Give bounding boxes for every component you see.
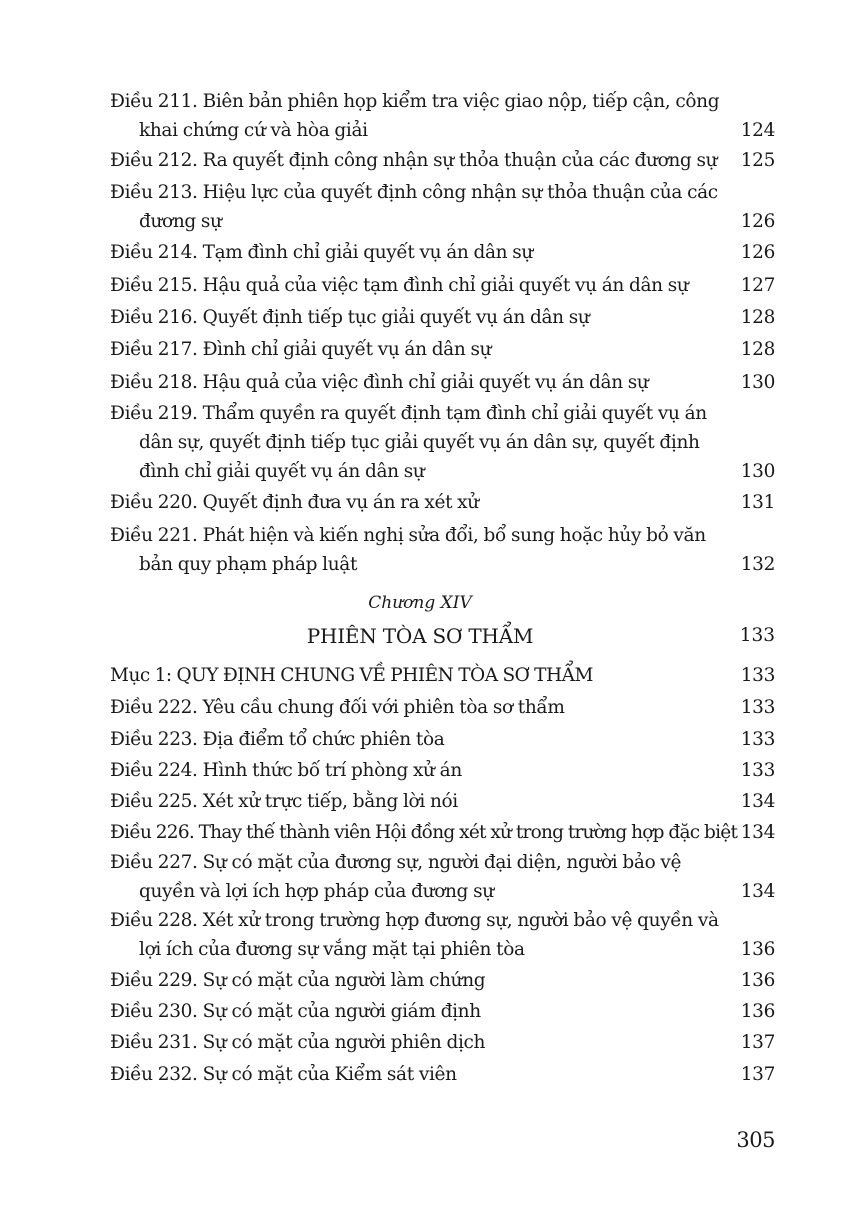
toc-entry-231 <box>110 1028 775 1057</box>
toc-entry-219 <box>110 399 775 486</box>
toc-entry-page: 128 <box>740 339 775 360</box>
toc-entry-212 <box>110 146 775 175</box>
toc-entry-text: Điều 212. Ra quyết định công nhận sự thỏa thuận của các đương sự <box>110 150 718 171</box>
toc-entry-page: 132 <box>740 554 775 575</box>
toc-entry-222 <box>110 693 775 722</box>
toc-entry-218 <box>110 368 775 397</box>
toc-entry-text: Điều 231. Sự có mặt của người phiên dịch <box>110 1032 486 1053</box>
toc-entry-text: Điều 213. Hiệu lực của quyết định công nhận sự thỏa thuận của các đương sự <box>110 182 718 232</box>
toc-entry-226 <box>110 818 775 847</box>
toc-entry-220 <box>110 488 775 517</box>
toc-entry-page: 126 <box>740 242 775 263</box>
toc-entry-text: Điều 211. Biên bản phiên họp kiểm tra việc giao nộp, tiếp cận, công khai chứng cứ và hòa giải <box>110 91 720 141</box>
toc-entry-text: Điều 219. Thẩm quyền ra quyết định tạm đình chỉ giải quyết vụ án dân sự, quyết định tiếp tục giải quyết vụ án dân sự, quyết định đình chỉ giải quyết vụ án dân sự <box>110 403 707 482</box>
toc-entry-215 <box>110 271 775 300</box>
toc-entry-text: Điều 224. Hình thức bố trí phòng xử án <box>110 760 462 781</box>
toc-entry-text: Điều 218. Hậu quả của việc đình chỉ giải quyết vụ án dân sự <box>110 372 649 393</box>
toc-entry-page: 136 <box>740 1001 775 1022</box>
toc-entry-text: Điều 222. Yêu cầu chung đối với phiên tòa sơ thẩm <box>110 697 565 718</box>
toc-section-1 <box>110 661 775 690</box>
toc-entry-221 <box>110 521 775 579</box>
toc-entry-217 <box>110 335 775 364</box>
toc-entry-223 <box>110 725 775 754</box>
toc-entry-230 <box>110 997 775 1026</box>
toc-entry-page: 134 <box>740 822 775 843</box>
chapter-title: PHIÊN TÒA SƠ THẨM <box>306 624 534 648</box>
toc-entry-text: Điều 228. Xét xử trong trường hợp đương sự, người bảo vệ quyền và lợi ích của đương sự vắng mặt tại phiên tòa <box>110 910 719 960</box>
toc-entry-text: Điều 230. Sự có mặt của người giám định <box>110 1001 481 1022</box>
toc-entry-214 <box>110 238 775 267</box>
toc-entry-page: 133 <box>740 729 775 750</box>
toc-entry-page: 136 <box>740 970 775 991</box>
chapter-page-number: 133 <box>739 625 775 646</box>
toc-entry-text: Điều 229. Sự có mặt của người làm chứng <box>110 970 486 991</box>
toc-entry-225 <box>110 787 775 816</box>
toc-entry-text: Điều 220. Quyết định đưa vụ án ra xét xử <box>110 492 479 513</box>
toc-entry-page: 136 <box>740 939 775 960</box>
toc-entry-232 <box>110 1060 775 1089</box>
toc-entry-page: 126 <box>740 211 775 232</box>
toc-entry-page: 134 <box>740 881 775 902</box>
toc-entry-page: 130 <box>740 461 775 482</box>
section-page: 133 <box>740 665 775 686</box>
toc-entry-text: Điều 221. Phát hiện và kiến nghị sửa đổi, bổ sung hoặc hủy bỏ văn bản quy phạm pháp luật <box>110 525 706 575</box>
toc-entry-216 <box>110 303 775 332</box>
toc-entry-page: 133 <box>740 760 775 781</box>
toc-entry-text: Điều 223. Địa điểm tổ chức phiên tòa <box>110 729 445 750</box>
toc-entry-text: Điều 214. Tạm đình chỉ giải quyết vụ án dân sự <box>110 242 533 263</box>
toc-entry-text: Điều 215. Hậu quả của việc tạm đình chỉ giải quyết vụ án dân sự <box>110 275 689 296</box>
toc-entry-229 <box>110 966 775 995</box>
toc-entry-211 <box>110 87 775 145</box>
page-number: 305 <box>736 1128 775 1152</box>
toc-entry-page: 130 <box>740 372 775 393</box>
toc-entry-page: 137 <box>740 1064 775 1085</box>
toc-entry-text: Điều 225. Xét xử trực tiếp, bằng lời nói <box>110 791 458 812</box>
toc-entry-page: 127 <box>740 275 775 296</box>
toc-entry-text: Điều 216. Quyết định tiếp tục giải quyết vụ án dân sự <box>110 307 590 328</box>
toc-entry-213 <box>110 178 775 236</box>
toc-entry-page: 133 <box>740 697 775 718</box>
toc-entry-page: 131 <box>740 492 775 513</box>
toc-entry-text: Điều 227. Sự có mặt của đương sự, người đại diện, người bảo vệ quyền và lợi ích hợp pháp của đương sự <box>110 852 682 902</box>
toc-entry-227 <box>110 848 775 906</box>
toc-entry-text: Điều 226. Thay thế thành viên Hội đồng xét xử trong trường hợp đặc biệt <box>110 822 738 843</box>
toc-entry-228 <box>110 906 775 964</box>
toc-entry-page: 137 <box>740 1032 775 1053</box>
chapter-label: Chương XIV <box>368 593 472 613</box>
toc-entry-page: 125 <box>740 150 775 171</box>
toc-entry-224 <box>110 756 775 785</box>
toc-entry-text: Điều 232. Sự có mặt của Kiểm sát viên <box>110 1064 457 1085</box>
toc-entry-page: 124 <box>740 120 775 141</box>
section-title: Mục 1: QUY ĐỊNH CHUNG VỀ PHIÊN TÒA SƠ THẨM <box>110 665 593 686</box>
toc-entry-text: Điều 217. Đình chỉ giải quyết vụ án dân sự <box>110 339 492 360</box>
toc-entry-page: 128 <box>740 307 775 328</box>
toc-entry-page: 134 <box>740 791 775 812</box>
